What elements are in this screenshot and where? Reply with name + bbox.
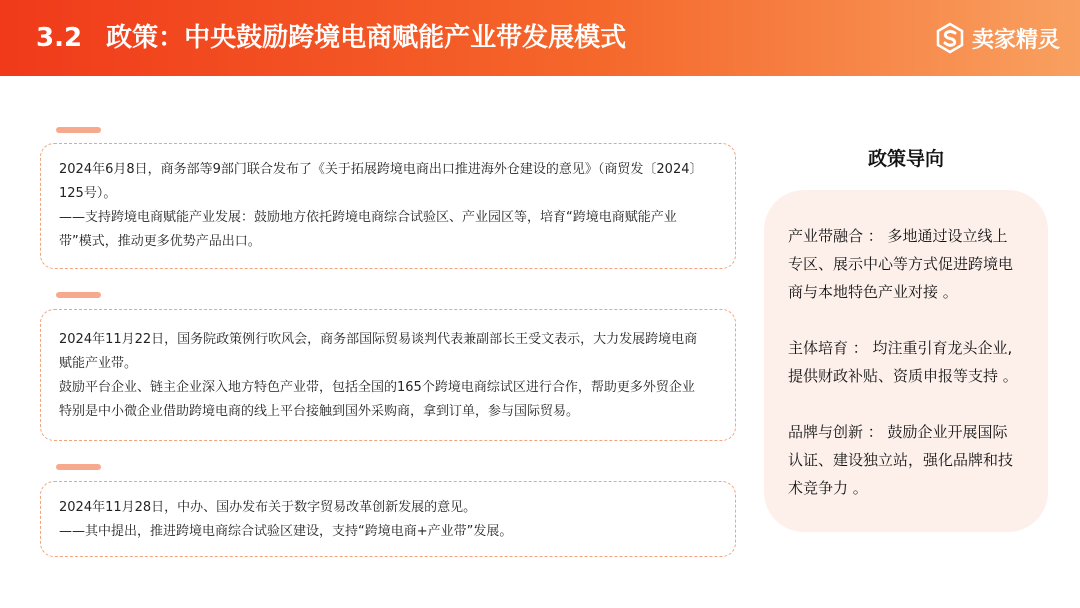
card-line: 鼓励平台企业、链主企业深入地方特色产业带，包括全国的165个跨境电商综试区进行合作，帮助更多外贸企业 [59, 380, 695, 395]
brand [934, 20, 1060, 56]
card-line: 2024年11月28日，中办、国办发布关于数字贸易改革创新发展的意见。 [59, 500, 477, 515]
brand-s-logo-icon [934, 22, 966, 54]
policy-card-2 [40, 309, 736, 441]
page-header [0, 0, 1080, 76]
policy-line: 专区、展示中心等方式促进跨境电 [788, 255, 1014, 273]
card-line: ——支持跨境电商赋能产业发展：鼓励地方依托跨境电商综合试验区、产业园区等，培育“跨境电商赋能产业 [59, 210, 677, 225]
card-marker [56, 464, 101, 470]
policy-line: 提供财政补贴、资质申报等支持 。 [788, 367, 1018, 385]
card-line: 2024年6月8日，商务部等9部门联合发布了《关于拓展跨境电商出口推进海外仓建设的意见》（商贸发〔2024〕 [59, 162, 703, 177]
brand-name: 卖家精灵 [971, 27, 1060, 53]
policy-item-cultivation [788, 334, 1028, 390]
policy-line: 产业带融合 ： 多地通过设立线上 [788, 227, 1008, 245]
card-line: 特别是中小微企业借助跨境电商的线上平台接触到国外采购商，拿到订单，参与国际贸易。 [59, 404, 580, 419]
policy-line: 品牌与创新 ： 鼓励企业开展国际 [788, 423, 1008, 441]
card-line: 赋能产业带。 [59, 356, 138, 371]
page-title [36, 18, 626, 58]
policy-heading: 政策导向 [867, 148, 944, 170]
card-line: ——其中提出，推进跨境电商综合试验区建设，支持“跨境电商+产业带”发展。 [59, 524, 513, 539]
policy-line: 认证、建设独立站，强化品牌和技 [788, 451, 1014, 469]
policy-item-brand [788, 418, 1028, 502]
policy-line: 商与本地特色产业对接 。 [788, 283, 958, 301]
policy-card-1 [40, 143, 736, 269]
card-marker [56, 127, 101, 133]
card-line: 带”模式，推动更多优势产品出口。 [59, 234, 261, 249]
policy-panel [764, 190, 1048, 532]
section-title: 政策：中央鼓励跨境电商赋能产业带发展模式 [106, 23, 627, 53]
policy-line: 主体培育 ： 均注重引育龙头企业, [788, 339, 1013, 357]
card-line: 125号）。 [59, 186, 117, 201]
section-number: 3.2 [36, 23, 83, 53]
card-line: 2024年11月22日，国务院政策例行吹风会，商务部国际贸易谈判代表兼副部长王受文表示，大力发展跨境电商 [59, 332, 698, 347]
policy-item-industry [788, 222, 1028, 306]
card-marker [56, 292, 101, 298]
policy-card-3 [40, 481, 736, 557]
policy-line: 术竞争力 。 [788, 479, 868, 497]
